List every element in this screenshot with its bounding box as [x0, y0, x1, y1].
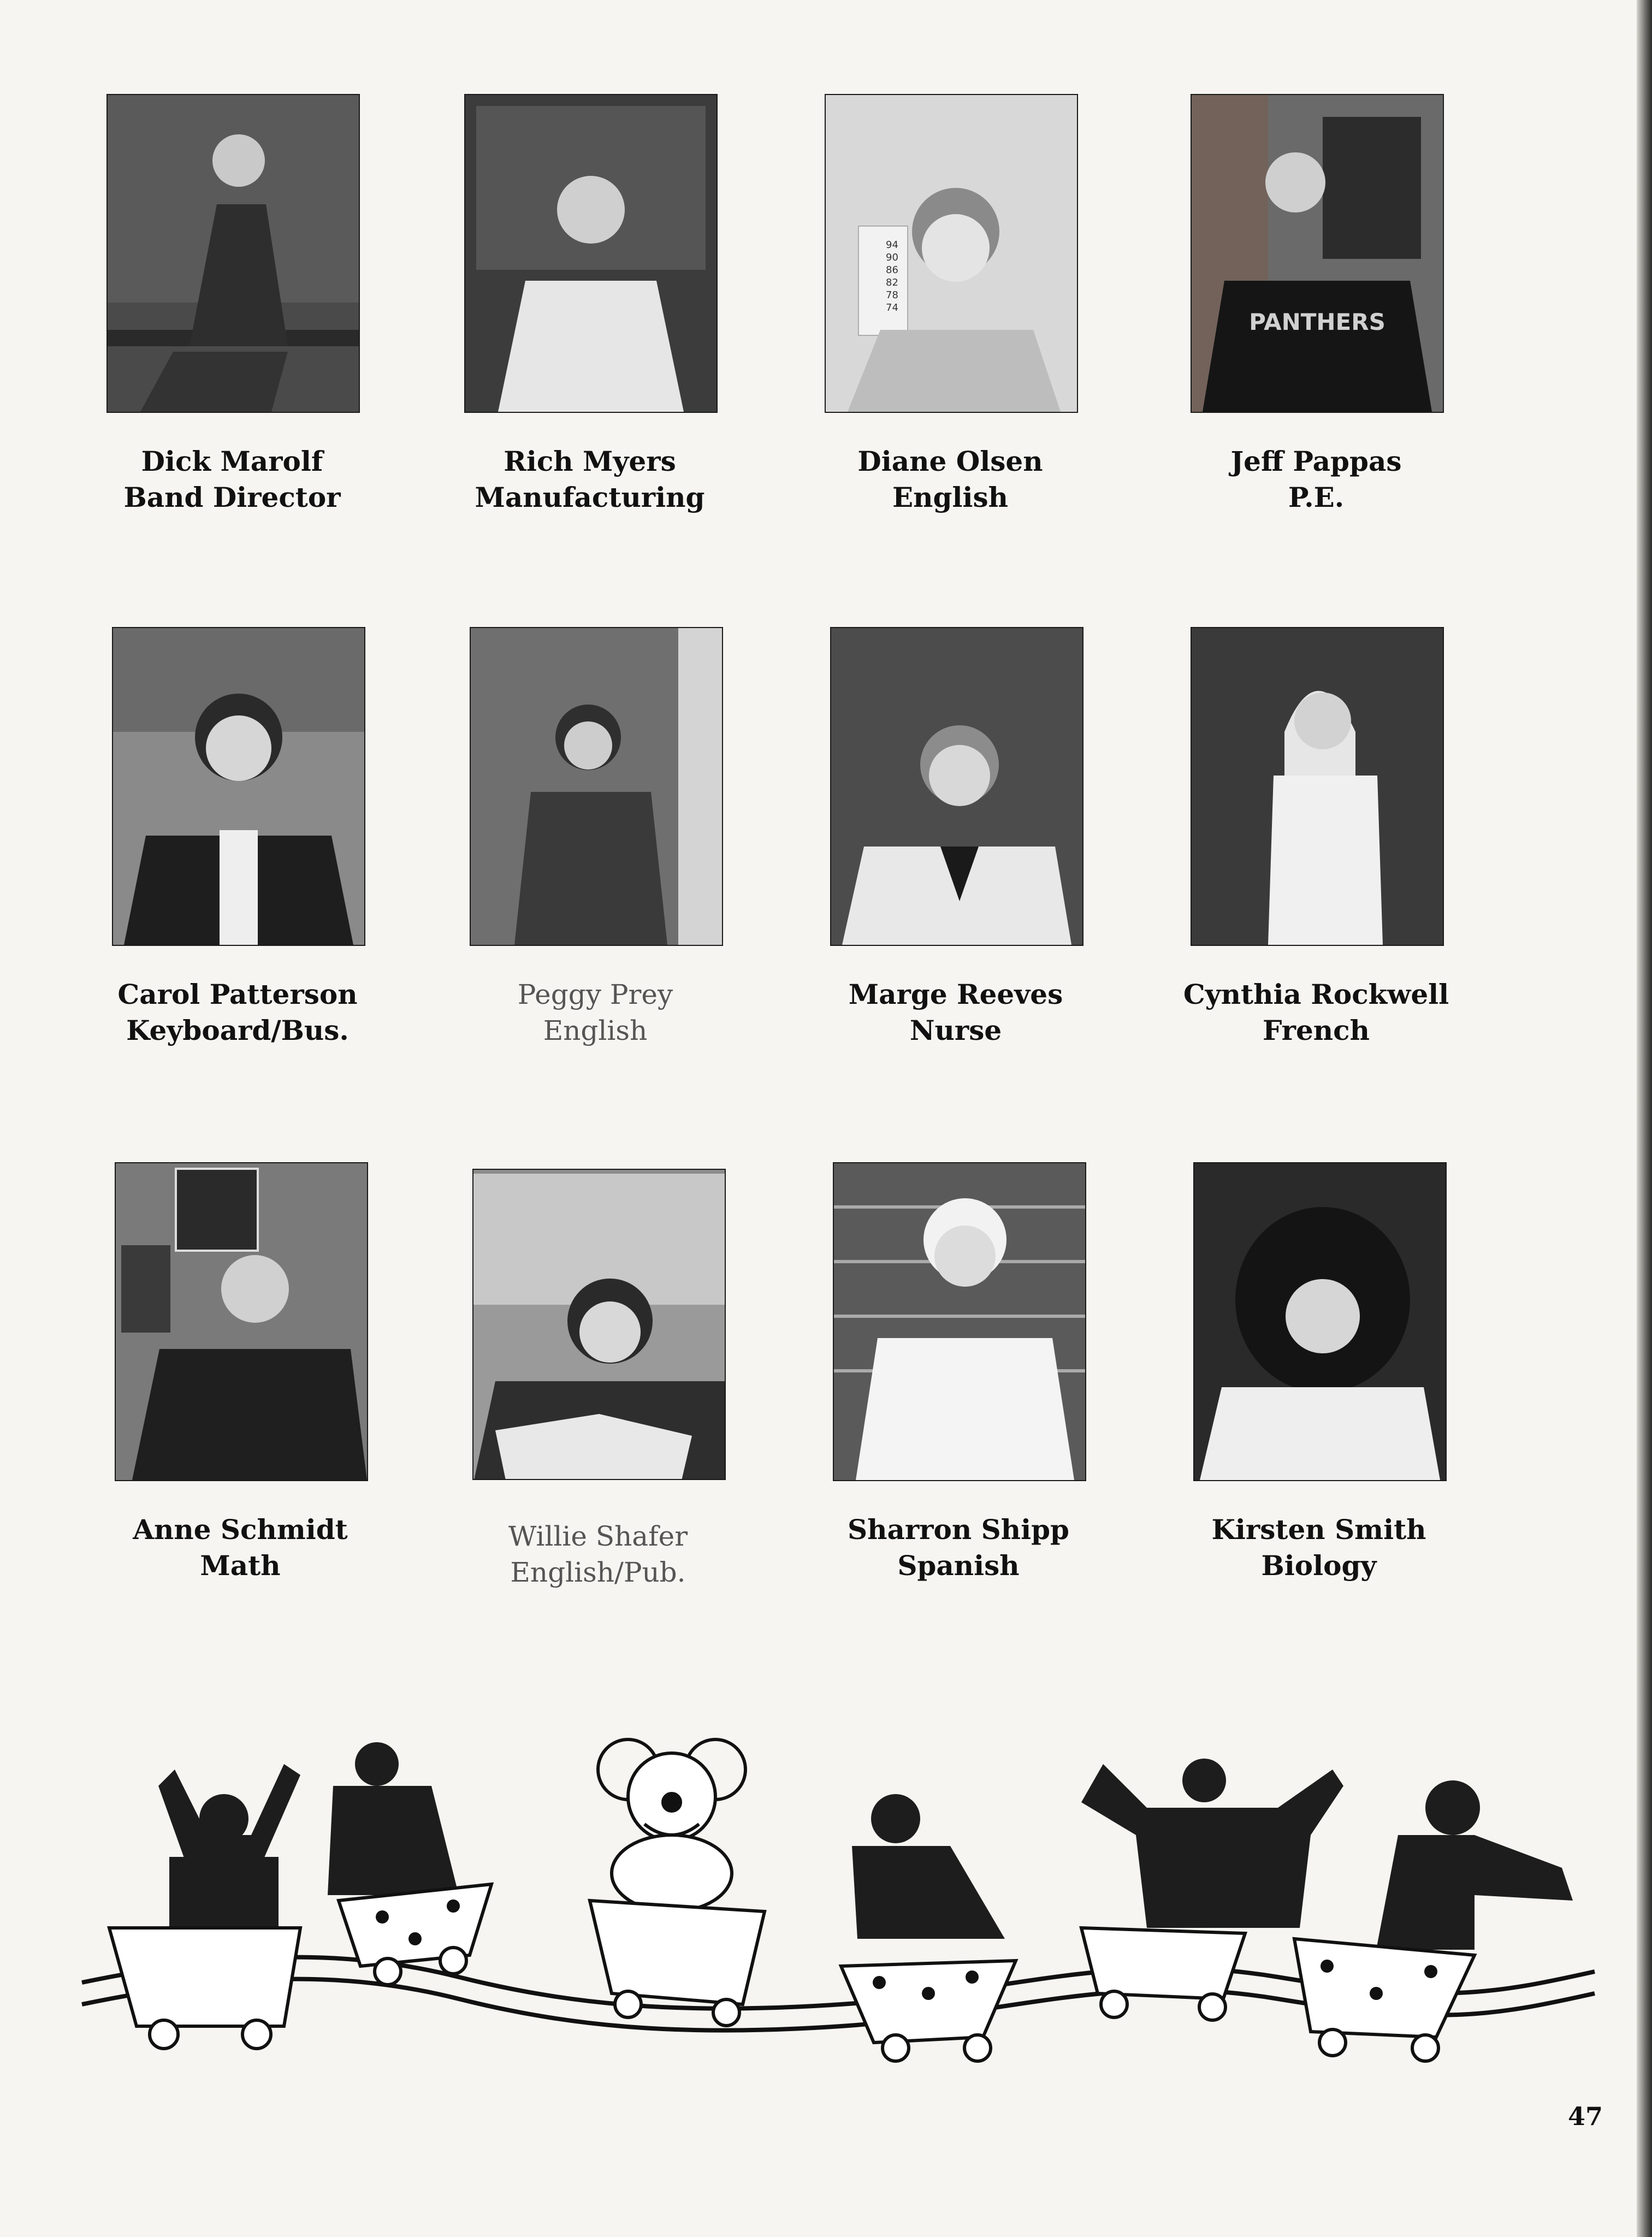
staff-photo — [464, 94, 718, 413]
staff-name: Carol Patterson — [117, 978, 358, 1010]
roller-coaster-illustration — [76, 1720, 1606, 2081]
grade-chart-label: 78 — [886, 289, 898, 301]
staff-name: Willie Shafer — [508, 1520, 688, 1552]
staff-caption — [816, 1512, 1100, 1584]
staff-caption — [456, 1518, 740, 1590]
staff-role: Math — [200, 1549, 281, 1582]
staff-role: English — [543, 1015, 648, 1046]
staff-caption — [453, 977, 737, 1049]
staff-photo — [470, 627, 723, 946]
staff-caption — [448, 443, 732, 516]
grade-chart-label: 74 — [886, 302, 898, 313]
staff-name: Sharron Shipp — [847, 1513, 1070, 1546]
staff-role: Keyboard/Bus. — [126, 1014, 349, 1046]
staff-role: French — [1263, 1014, 1370, 1046]
staff-role: Biology — [1261, 1549, 1377, 1582]
grade-chart-label: 86 — [886, 264, 898, 276]
staff-name: Peggy Prey — [517, 979, 673, 1010]
sweatshirt-text: PANTHERS — [1249, 309, 1385, 335]
staff-name: Jeff Pappas — [1230, 445, 1402, 477]
staff-caption — [1174, 443, 1458, 516]
staff-photo — [472, 1169, 726, 1480]
staff-photo — [825, 94, 1078, 413]
staff-role: English — [892, 481, 1008, 513]
staff-caption — [808, 443, 1092, 516]
staff-name: Kirsten Smith — [1211, 1513, 1426, 1546]
page-number: 47 — [1567, 2102, 1603, 2131]
staff-caption — [814, 977, 1098, 1049]
staff-role: English/Pub. — [510, 1557, 686, 1588]
staff-caption — [1177, 1512, 1461, 1584]
staff-name: Cynthia Rockwell — [1183, 978, 1449, 1010]
staff-name: Diane Olsen — [857, 445, 1043, 477]
staff-role: Spanish — [897, 1549, 1020, 1582]
staff-name: Marge Reeves — [848, 978, 1063, 1010]
staff-name: Dick Marolf — [141, 445, 323, 477]
coaster-wheels — [150, 1948, 1438, 2061]
staff-caption — [90, 443, 374, 516]
staff-photo — [1193, 1162, 1447, 1481]
staff-caption — [98, 1512, 382, 1584]
staff-caption — [96, 977, 380, 1049]
staff-role: Nurse — [909, 1014, 1002, 1046]
staff-photo — [833, 1162, 1086, 1481]
staff-photo — [1191, 627, 1444, 946]
clown-drawing — [598, 1739, 745, 1911]
grade-chart-label: 90 — [886, 252, 898, 263]
staff-photo — [115, 1162, 368, 1481]
staff-role: Manufacturing — [475, 481, 705, 513]
staff-role: Band Director — [123, 481, 341, 513]
staff-photo — [830, 627, 1083, 946]
staff-caption — [1174, 977, 1458, 1049]
staff-photo — [112, 627, 365, 946]
grade-chart-label: 94 — [886, 239, 898, 251]
staff-photo — [1191, 94, 1444, 413]
staff-role: P.E. — [1288, 481, 1345, 513]
grade-chart-label: 82 — [886, 277, 898, 288]
staff-photo — [106, 94, 360, 413]
staff-name: Anne Schmidt — [133, 1513, 348, 1546]
staff-name: Rich Myers — [504, 445, 676, 477]
